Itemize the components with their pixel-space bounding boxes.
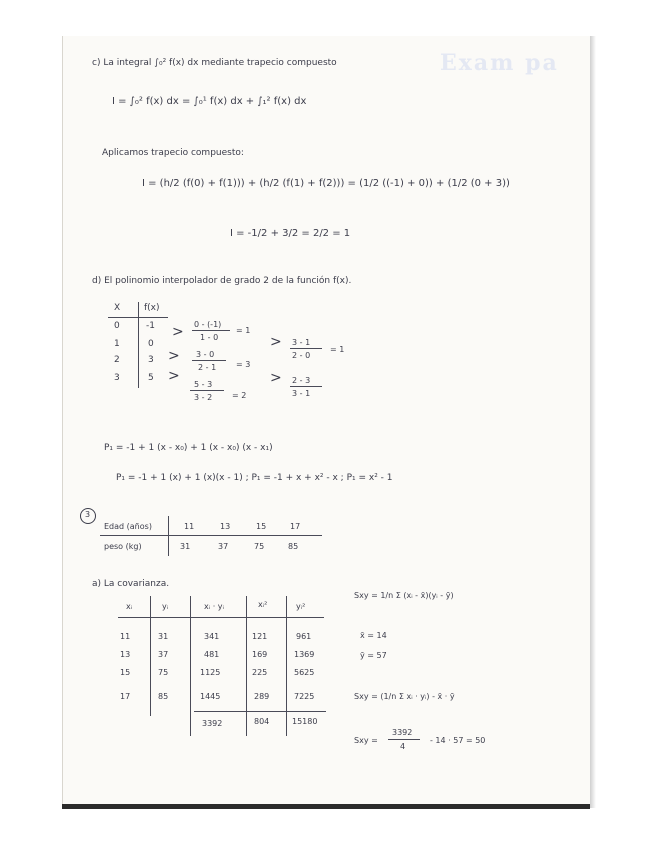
page-edge-shadow [590, 36, 596, 808]
second-diff-numerator: 3 - 1 [292, 338, 311, 347]
table-col-divider [286, 596, 287, 736]
table-header-rule [118, 617, 324, 618]
mean-x: x̄ = 14 [360, 631, 387, 640]
fraction-bar [388, 739, 420, 740]
weight-value: 85 [288, 542, 299, 551]
fraction-bar [190, 390, 224, 391]
bracket-marker: > [168, 368, 180, 384]
col-header: xᵢ · yᵢ [204, 602, 224, 611]
table-cell: 5625 [294, 668, 315, 677]
fx-value: 0 [148, 339, 154, 349]
col-header: yᵢ [162, 602, 169, 611]
table-cell: 11 [120, 632, 131, 641]
bracket-marker: > [270, 370, 282, 386]
table-cell: 481 [204, 650, 220, 659]
section-d-heading: d) El polinomio interpolador de grado 2 de la función f(x). [92, 276, 352, 286]
total-y2: 15180 [292, 717, 318, 726]
bracket-marker: > [172, 324, 184, 340]
bracket-marker: > [270, 334, 282, 350]
bleed-through-text: Exam pa [440, 50, 559, 76]
age-value: 17 [290, 522, 301, 531]
integral-split: I = ∫₀² f(x) dx = ∫₀¹ f(x) dx + ∫₁² f(x) dx [112, 96, 307, 107]
bracket-marker: > [168, 348, 180, 364]
section-a-heading: a) La covarianza. [92, 579, 170, 589]
x-value: 1 [114, 339, 120, 349]
first-diff-denominator: 3 - 2 [194, 393, 213, 402]
table-divider [138, 302, 139, 388]
table-cell: 7225 [294, 692, 315, 701]
fraction-bar [192, 360, 226, 361]
weight-value: 37 [218, 542, 229, 551]
fx-value: 5 [148, 373, 154, 383]
covariance-lhs: Sxy = [354, 736, 378, 745]
table-col-divider [150, 596, 151, 716]
total-xy: 3392 [202, 719, 223, 728]
mean-y: ȳ = 57 [360, 651, 387, 660]
table-cell: 17 [120, 692, 131, 701]
section-c-heading: c) La integral ∫₀² f(x) dx mediante trapecio compuesto [92, 58, 337, 68]
fx-value: 3 [148, 355, 154, 365]
fraction-bar [290, 348, 322, 349]
second-diff-result: = 1 [330, 345, 345, 354]
total-x2: 804 [254, 717, 270, 726]
covariance-result: - 14 · 57 = 50 [430, 736, 486, 745]
first-diff-result: = 3 [236, 360, 251, 369]
first-diff-numerator: 5 - 3 [194, 380, 213, 389]
first-diff-result: = 2 [232, 391, 247, 400]
table-cell: 169 [252, 650, 268, 659]
method-label: Aplicamos trapecio compuesto: [102, 148, 244, 158]
fraction-bar [192, 330, 230, 331]
table-cell: 31 [158, 632, 169, 641]
covariance-definition: Sxy = 1/n Σ (xᵢ - x̄)(yᵢ - ȳ) [354, 591, 454, 600]
col-header: xᵢ² [258, 600, 268, 609]
table-header-fx: f(x) [144, 303, 160, 313]
first-diff-numerator: 0 - (-1) [194, 320, 222, 329]
first-diff-denominator: 2 - 1 [198, 363, 217, 372]
table-cell: 1125 [200, 668, 221, 677]
table-cell: 961 [296, 632, 312, 641]
col-header: xᵢ [126, 602, 133, 611]
second-diff-numerator: 2 - 3 [292, 376, 311, 385]
table-cell: 1369 [294, 650, 315, 659]
table-cell: 289 [254, 692, 270, 701]
table-cell: 75 [158, 668, 169, 677]
x-value: 0 [114, 321, 120, 331]
question-number [80, 508, 96, 524]
weight-value: 75 [254, 542, 265, 551]
table-cell: 37 [158, 650, 169, 659]
col-header: yᵢ² [296, 602, 306, 611]
second-diff-denominator: 2 - 0 [292, 351, 311, 360]
newton-polynomial: P₁ = -1 + 1 (x - x₀) + 1 (x - x₀) (x - x₁) [104, 443, 273, 453]
table-cell: 341 [204, 632, 220, 641]
age-value: 11 [184, 522, 195, 531]
table-cell: 15 [120, 668, 131, 677]
table-header-x: X [114, 303, 121, 313]
x-value: 3 [114, 373, 120, 383]
weight-label: peso (kg) [104, 542, 142, 551]
table-cell: 121 [252, 632, 268, 641]
covariance-shortcut: Sxy = (1/n Σ xᵢ · yᵢ) - x̄ · ȳ [354, 692, 455, 701]
table-cell: 13 [120, 650, 131, 659]
totals-rule [194, 711, 326, 712]
expanded-polynomial: P₁ = -1 + 1 (x) + 1 (x)(x - 1) ; P₁ = -1 + x + x² - x ; P₁ = x² - 1 [116, 473, 393, 483]
first-diff-denominator: 1 - 0 [200, 333, 219, 342]
age-label: Edad (años) [104, 522, 152, 531]
x-value: 2 [114, 355, 120, 365]
table-cell: 85 [158, 692, 169, 701]
age-value: 15 [256, 522, 267, 531]
trapezoid-formula: I = (h/2 (f(0) + f(1))) + (h/2 (f(1) + f(2))) = (1/2 ((-1) + 0)) + (1/2 (0 + 3)) [142, 178, 510, 189]
weight-value: 31 [180, 542, 191, 551]
question-number-text: 3 [85, 510, 91, 519]
table-divider [168, 516, 169, 556]
page-bottom-edge [62, 804, 590, 809]
table-col-divider [190, 596, 191, 736]
first-diff-result: = 1 [236, 326, 251, 335]
covariance-numerator: 3392 [392, 728, 413, 737]
table-col-divider [246, 596, 247, 736]
fraction-bar [290, 386, 322, 387]
covariance-denominator: 4 [400, 742, 406, 751]
age-value: 13 [220, 522, 231, 531]
table-rule [100, 535, 322, 536]
first-diff-numerator: 3 - 0 [196, 350, 215, 359]
fx-value: -1 [146, 321, 155, 331]
integral-result: I = -1/2 + 3/2 = 2/2 = 1 [230, 228, 351, 239]
table-cell: 225 [252, 668, 268, 677]
second-diff-denominator: 3 - 1 [292, 389, 311, 398]
table-cell: 1445 [200, 692, 221, 701]
